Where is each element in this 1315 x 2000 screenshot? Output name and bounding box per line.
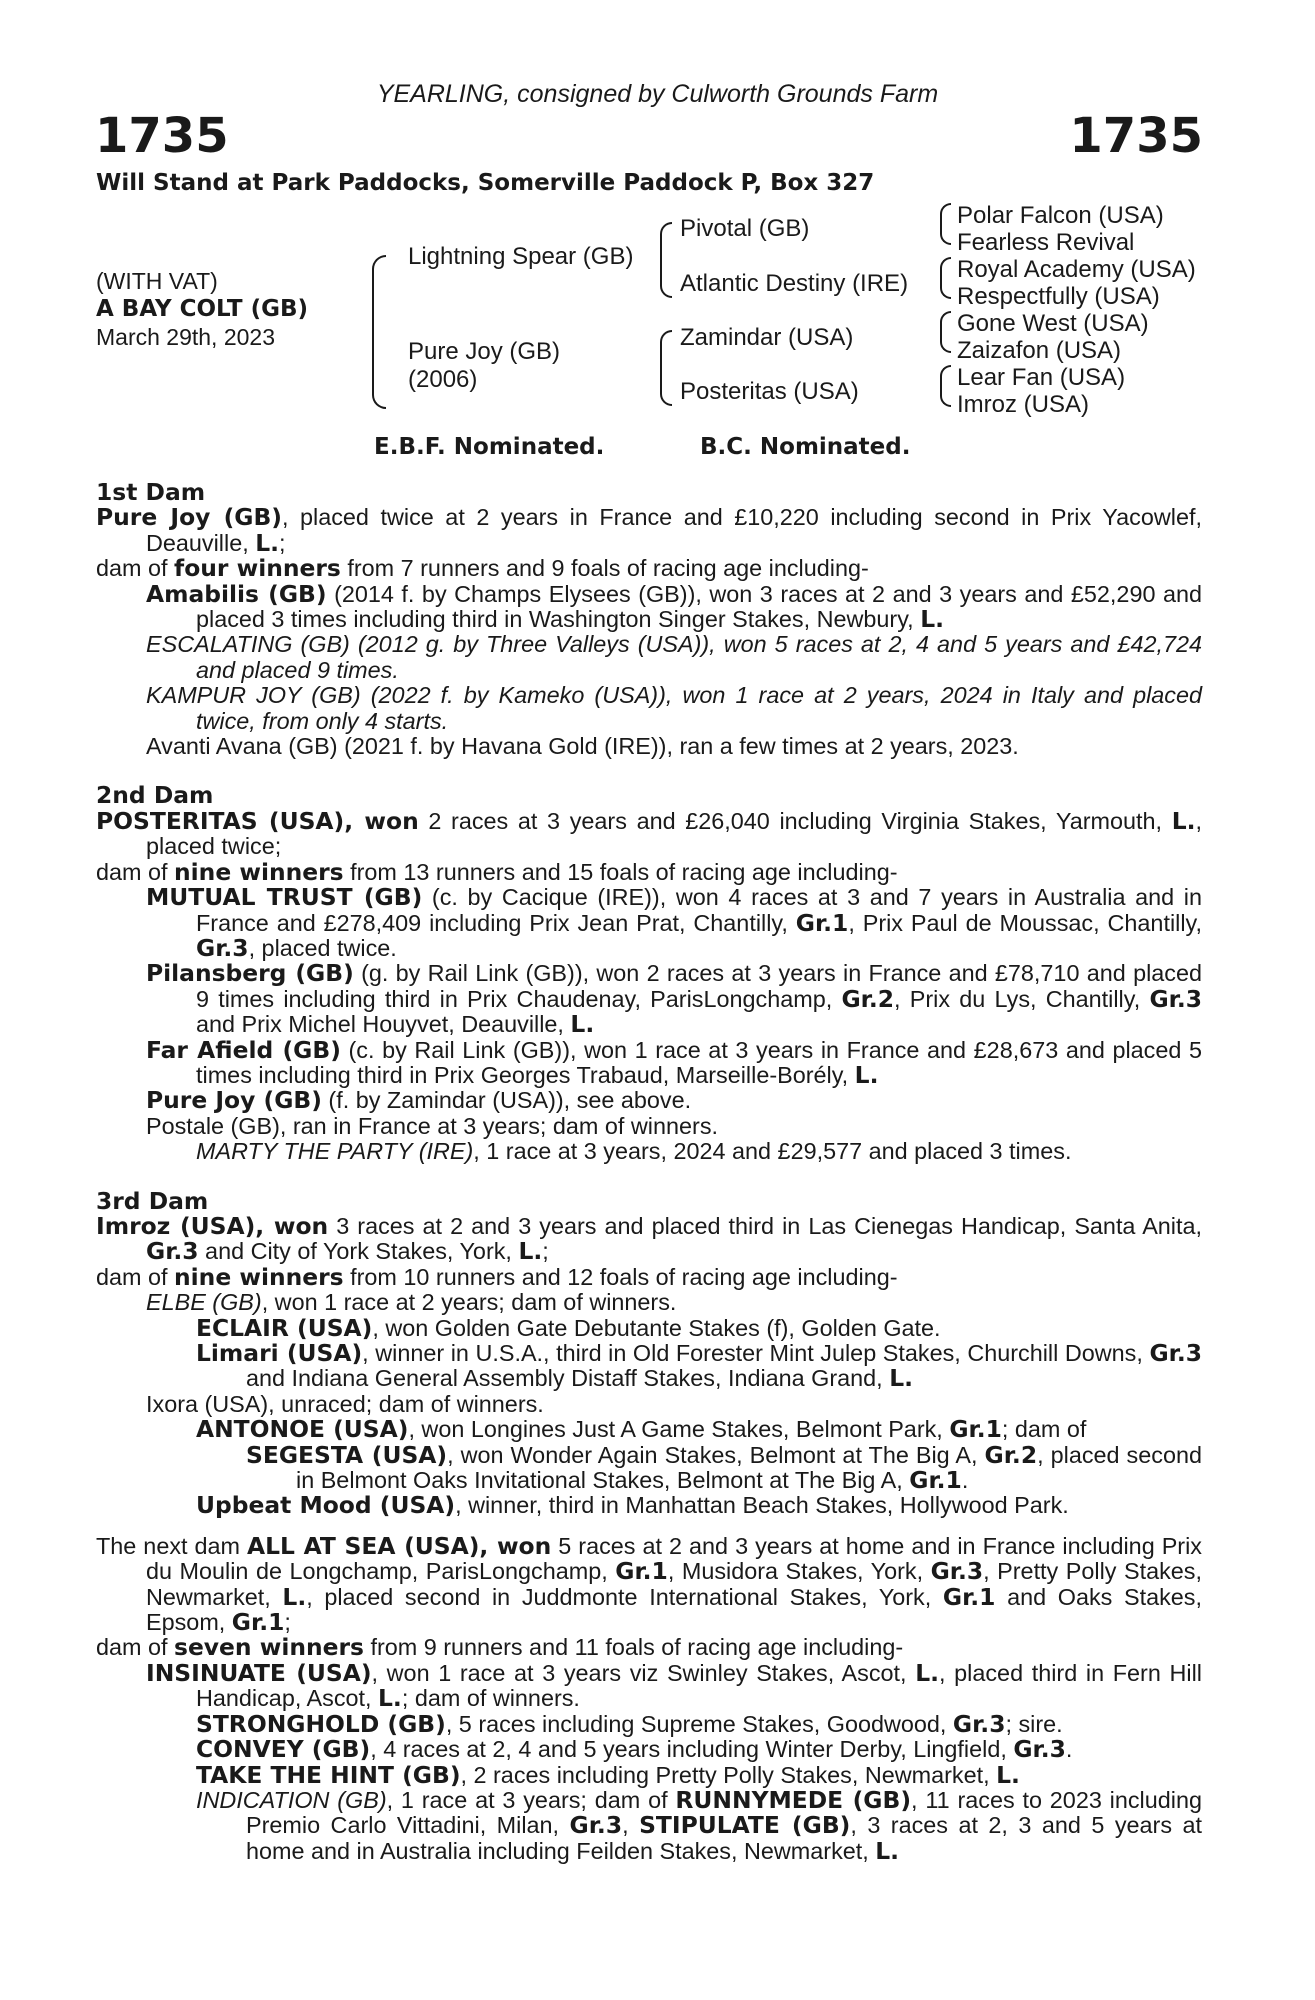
produce-far-afield: Far Afield (GB) (c. by Rail Link (GB)), won 1 race at 3 years in France and £28,673 and placed 5 times including third in Prix Georges Trabaud, Marseille-Borély, L.	[146, 1035, 1202, 1089]
next-dam-entry: The next dam ALL AT SEA (USA), won 5 races at 2 and 3 years at home and in France including Prix du Moulin de Longchamp, ParisLongchamp, Gr.1, Musidora Stakes, York, Gr.3, Pretty Polly Stakes, Newmarket, L., placed second in Juddmonte International Stakes, York, Gr.1 and Oaks Stakes, Epsom, Gr.1;	[96, 1531, 1202, 1637]
sire-name: Lightning Spear (GB)	[408, 243, 634, 270]
produce-eclair: ECLAIR (USA), won Golden Gate Debutante Stakes (f), Golden Gate.	[196, 1313, 941, 1342]
second-dam-heading: 2nd Dam	[96, 781, 214, 810]
pedigree-g3-6: Zaizafon (USA)	[957, 337, 1122, 364]
bc-nomination: B.C. Nominated.	[700, 434, 911, 460]
first-dam-entry: Pure Joy (GB), placed twice at 2 years in France and £10,220 including second in Prix Yacowlef, Deauville, L.;	[96, 503, 1202, 557]
first-dam-produce-summary: dam of four winners from 7 runners and 9 foals of racing age including-	[96, 554, 869, 583]
pedigree-brace-g1	[940, 203, 951, 245]
produce-segesta: SEGESTA (USA), won Wonder Again Stakes, Belmont at The Big A, Gr.2, placed second in Belmont Oaks Invitational Stakes, Belmont at The Big A, Gr.1.	[246, 1440, 1202, 1495]
produce-kampur-joy: KAMPUR JOY (GB) (2022 f. by Kameko (USA)), won 1 race at 2 years, 2024 in Italy and placed twice, from only 4 starts.	[146, 682, 1202, 734]
produce-mutual-trust: MUTUAL TRUST (GB) (c. by Cacique (IRE)), won 4 races at 3 and 7 years in Australia and in France and £278,409 including Prix Jean Prat, Chantilly, Gr.1, Prix Paul de Moussac, Chantilly, Gr.3, placed twice.	[146, 883, 1202, 962]
pedigree-g3-2: Fearless Revival	[957, 229, 1135, 256]
first-dam-name: Pure Joy (GB)	[96, 503, 282, 532]
stabling-location: Will Stand at Park Paddocks, Somerville Paddock P, Box 327	[96, 170, 875, 196]
pedigree-g3-5: Gone West (USA)	[957, 310, 1149, 337]
pedigree-brace-dam	[660, 330, 672, 406]
produce-elbe: ELBE (GB), won 1 race at 2 years; dam of winners.	[146, 1289, 677, 1316]
first-dam-heading: 1st Dam	[96, 478, 206, 506]
produce-insinuate: INSINUATE (USA), won 1 race at 3 years viz Swinley Stakes, Ascot, L., placed third in Fern Hill Handicap, Ascot, L.; dam of winners.	[146, 1658, 1202, 1713]
second-dam-produce-summary: dam of nine winners from 13 runners and 15 foals of racing age including-	[96, 857, 898, 886]
produce-convey: CONVEY (GB), 4 races at 2, 4 and 5 years including Winter Derby, Lingfield, Gr.3.	[196, 1735, 1073, 1764]
produce-indication: INDICATION (GB), 1 race at 3 years; dam of RUNNYMEDE (GB), 11 races to 2023 including Premio Carlo Vittadini, Milan, Gr.3, STIPULATE (GB), 3 races at 2, 3 and 5 years at home and in Australia including Feilden Stakes, Newmarket, L.	[196, 1785, 1202, 1865]
pedigree-brace-g3	[940, 311, 951, 353]
pedigree-brace-g4	[940, 365, 951, 407]
produce-take-the-hint: TAKE THE HINT (GB), 2 races including Pretty Polly Stakes, Newmarket, L.	[196, 1760, 1020, 1789]
pedigree-g3-8: Imroz (USA)	[957, 391, 1089, 418]
produce-escalating: ESCALATING (GB) (2012 g. by Three Valleys (USA)), won 5 races at 2, 4 and 5 years and £42,724 and placed 9 times.	[146, 631, 1202, 683]
dam-sire: Zamindar (USA)	[680, 324, 854, 351]
horse-name: A BAY COLT (GB)	[96, 296, 309, 322]
sire-sire: Pivotal (GB)	[680, 215, 810, 242]
produce-antonoe: ANTONOE (USA), won Longines Just A Game Stakes, Belmont Park, Gr.1; dam of	[196, 1415, 1087, 1444]
pedigree-g3-7: Lear Fan (USA)	[957, 364, 1126, 391]
produce-postale: Postale (GB), ran in France at 3 years; dam of winners.	[146, 1112, 719, 1139]
vat-note: (WITH VAT)	[96, 268, 218, 294]
dam-name: Pure Joy (GB)	[408, 338, 561, 365]
consignor-line: YEARLING, consigned by Culworth Grounds Farm	[376, 80, 939, 108]
pedigree-g3-4: Respectfully (USA)	[957, 283, 1160, 310]
sire-dam: Atlantic Destiny (IRE)	[680, 270, 909, 297]
produce-pilansberg: Pilansberg (GB) (g. by Rail Link (GB)), won 2 races at 3 years in France and £78,710 and placed 9 times including third in Prix Chaudenay, ParisLongchamp, Gr.2, Prix du Lys, Chantilly, Gr.3 and Prix Michel Houyvet, Deauville, L.	[146, 959, 1202, 1039]
produce-stronghold: STRONGHOLD (GB), 5 races including Supreme Stakes, Goodwood, Gr.3; sire.	[196, 1709, 1063, 1738]
pedigree-g3-3: Royal Academy (USA)	[957, 256, 1196, 283]
pedigree-brace-sire	[660, 222, 672, 298]
ebf-nomination: E.B.F. Nominated.	[374, 434, 605, 460]
next-dam-produce-summary: dam of seven winners from 9 runners and 11 foals of racing age including-	[96, 1633, 904, 1662]
produce-avanti-avana: Avanti Avana (GB) (2021 f. by Havana Gold (IRE)), ran a few times at 2 years, 2023.	[146, 733, 1019, 760]
dam-dam: Posteritas (USA)	[680, 378, 859, 405]
produce-pure-joy: Pure Joy (GB) (f. by Zamindar (USA)), see above.	[146, 1086, 692, 1115]
third-dam-produce-summary: dam of nine winners from 10 runners and 12 foals of racing age including-	[96, 1262, 898, 1291]
second-dam-entry: POSTERITAS (USA), won 2 races at 3 years and £26,040 including Virginia Stakes, Yarmouth, L., placed twice;	[96, 806, 1203, 860]
dam-year: (2006)	[408, 366, 478, 393]
produce-upbeat-mood: Upbeat Mood (USA), winner, third in Manhattan Beach Stakes, Hollywood Park.	[196, 1491, 1069, 1520]
catalogue-body	[96, 480, 1202, 1864]
produce-ixora: Ixora (USA), unraced; dam of winners.	[146, 1390, 544, 1417]
produce-limari: Limari (USA), winner in U.S.A., third in Old Forester Mint Julep Stakes, Churchill Downs, Gr.3 and Indiana General Assembly Distaff Stakes, Indiana Grand, L.	[196, 1339, 1202, 1393]
third-dam-entry: Imroz (USA), won 3 races at 2 and 3 years and placed third in Las Cienegas Handicap, Santa Anita, Gr.3 and City of York Stakes, York, L.;	[96, 1211, 1203, 1266]
produce-marty-the-party: MARTY THE PARTY (IRE), 1 race at 3 years, 2024 and £29,577 and placed 3 times.	[196, 1138, 1072, 1165]
lot-number-left: 1735	[95, 108, 229, 164]
third-dam-heading: 3rd Dam	[96, 1186, 209, 1215]
pedigree-brace-g2	[940, 257, 951, 299]
lot-number-right: 1735	[1069, 108, 1203, 164]
produce-amabilis: Amabilis (GB) (2014 f. by Champs Elysees (GB)), won 3 races at 2 and 3 years and £52,290 and placed 3 times including third in Washington Singer Stakes, Newbury, L.	[146, 579, 1203, 634]
foaling-date: March 29th, 2023	[96, 324, 276, 350]
pedigree-g3-1: Polar Falcon (USA)	[957, 202, 1164, 229]
pedigree-brace-main	[372, 255, 386, 409]
